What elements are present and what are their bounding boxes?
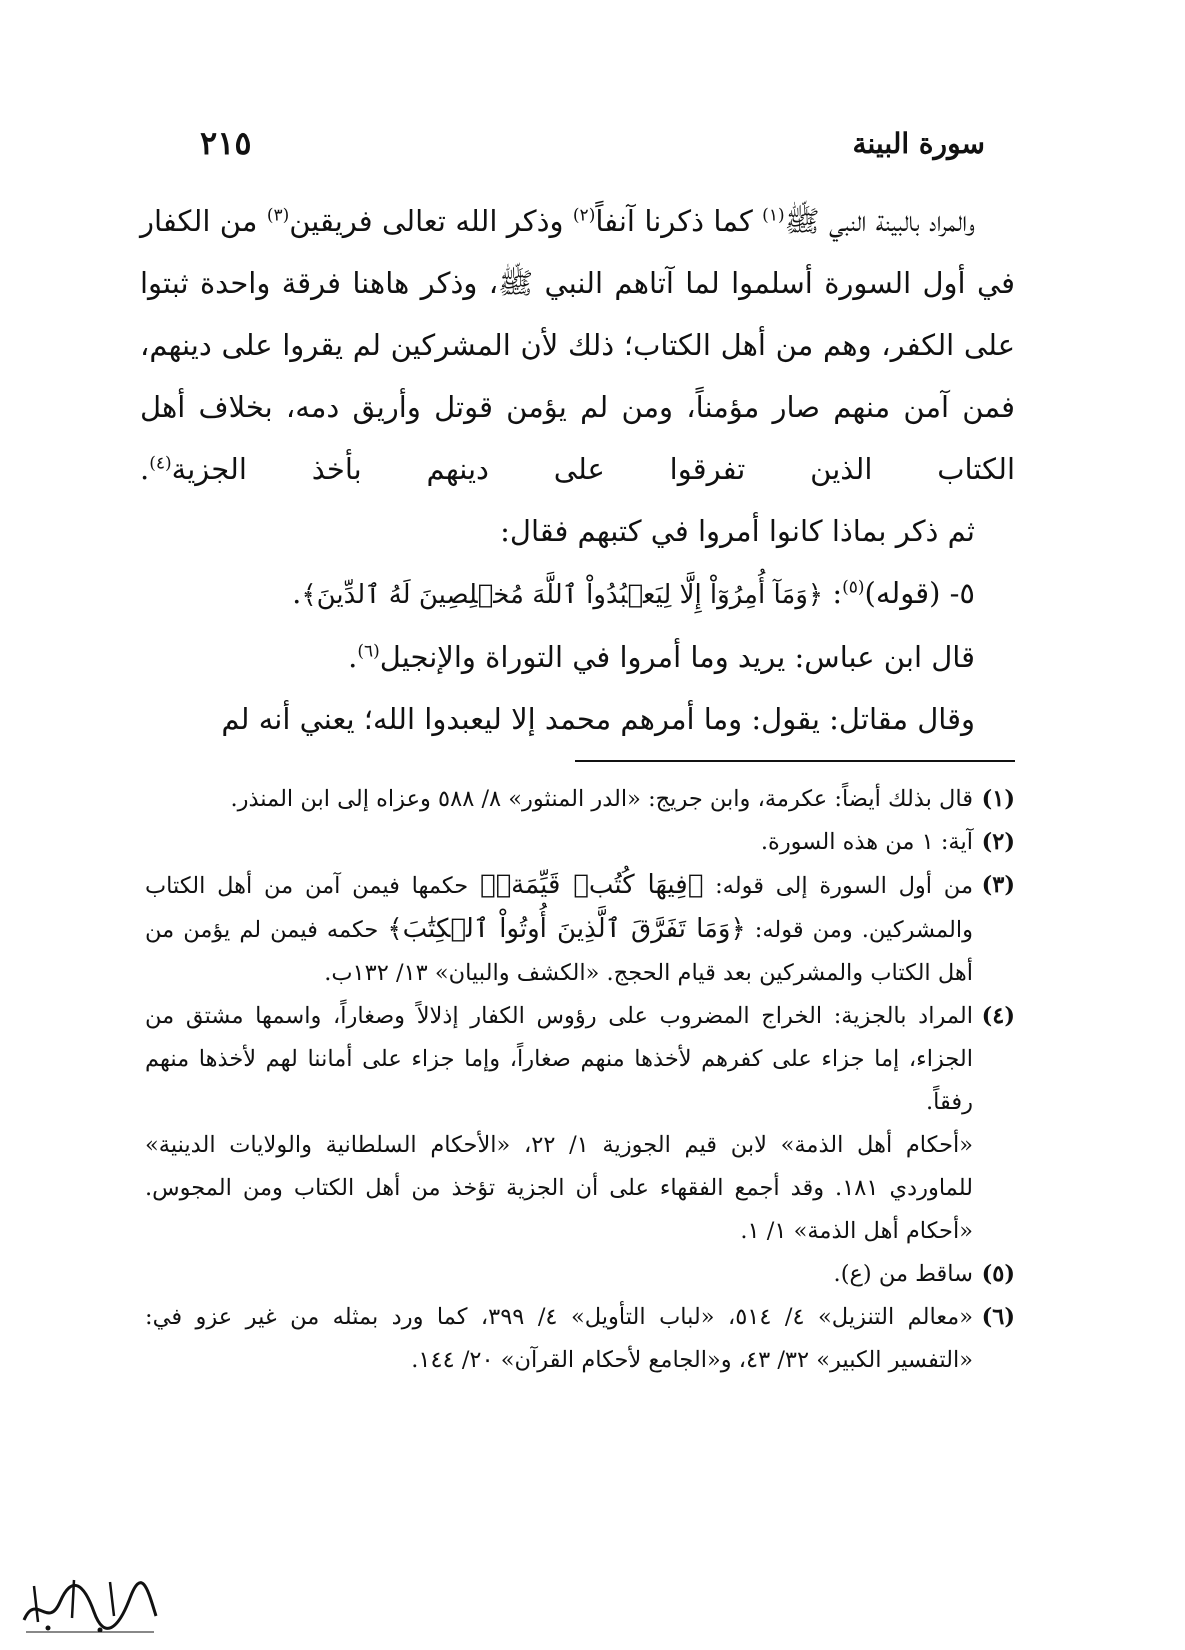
page-number: ٢١٥ [200, 124, 252, 162]
footnote-text [145, 864, 973, 995]
footnote-number: (٦) [981, 1304, 1015, 1330]
footnote-4-continuation: «أحكام أهل الذمة» لابن قيم الجوزية ١/ ٢٢، «الأحكام السلطانية والولايات الدينية» للماوردي ١٨١. وقد أجمع الفقهاء على أن الجزية تؤخذ من أهل الكتاب ومن المجوس. «أحكام أهل الذمة» ١/ ١. [145, 1132, 973, 1244]
main-paragraph-2: ثم ذكر بماذا كانوا أمروا في كتبهم فقال: [500, 514, 975, 548]
footnote-text: «معالم التنزيل» ٤/ ٥١٤، «لباب التأويل» ٤/ ٣٩٩، كما ورد بمثله من غير عزو في: «التفسير الكبير» ٣٢/ ٤٣، و«الجامع لأحكام القرآن» ٢٠/ ١٤٤. [145, 1304, 973, 1373]
main-text-segment: : [823, 576, 843, 610]
footnote-text-segment: حكمها فيمن آمن من أهل الكتاب والمشركين. ومن قوله: [145, 873, 973, 943]
footnote-separator [575, 760, 1015, 762]
footnote-text-segment: من أول السورة إلى قوله: [703, 873, 973, 899]
publisher-logo [14, 1572, 164, 1636]
main-paragraph-4 [140, 626, 1015, 688]
footnote-text-segment: حكمه فيمن لم يؤمن من أهل الكتاب والمشركين بعد قيام الحجج. «الكشف والبيان» ١٣/ ١٣٢ب. [145, 917, 973, 986]
main-text-segment: وذكر الله تعالى فريقين [289, 204, 573, 238]
quran-verse: ﴿وَمَا تَفَرَّقَ ٱلَّذِينَ أُوتُواْ ٱلۡكِتَٰبَ﴾ [387, 914, 746, 944]
footnote-number: (٣) [981, 872, 1015, 898]
footnote-ref-5: (٥) [842, 577, 865, 598]
footnote-text: قال بذلك أيضاً: عكرمة، وابن جريج: «الدر المنثور» ٨/ ٥٨٨ وعزاه إلى ابن المنذر. [230, 786, 973, 812]
footnote-text: ساقط من (ع). [833, 1261, 973, 1287]
footnotes [145, 778, 1015, 1382]
main-text [140, 190, 1015, 750]
footnote-2 [145, 821, 1015, 864]
footnote-1 [145, 778, 1015, 821]
main-text-segment: . [140, 452, 150, 486]
footnote-ref-6: (٦) [357, 641, 380, 662]
footnote-ref-2: (٢) [572, 205, 596, 226]
running-header [200, 118, 985, 168]
quran-verse: ﴿فِيهَا كُتُبٞ قَيِّمَةٞ﴾ [479, 870, 704, 900]
footnote-text: آية: ١ من هذه السورة. [760, 829, 973, 855]
footnote-number: (٢) [981, 829, 1015, 855]
footnote-number: (٤) [981, 1003, 1015, 1029]
surah-title: سورة البينة [852, 126, 985, 160]
main-paragraph-1 [140, 190, 1015, 500]
main-paragraph-3 [140, 562, 1015, 626]
footnote-5 [145, 1253, 1015, 1296]
calligraphy-logo-icon [14, 1572, 164, 1636]
footnote-4 [145, 995, 1015, 1124]
quran-verse: ﴿وَمَآ أُمِرُوٓاْ إِلَّا لِيَعۡبُدُواْ ٱللَّهَ مُخۡلِصِينَ لَهُ ٱلدِّينَ﴾ [301, 580, 824, 610]
footnote-ref-4: (٤) [149, 453, 172, 474]
main-text-segment: قال ابن عباس: يريد وما أمروا في التوراة والإنجيل [379, 640, 975, 674]
footnote-ref-1: (١) [762, 205, 785, 226]
main-text-segment: كما ذكرنا آنفاً [595, 204, 763, 238]
footnote-6 [145, 1296, 1015, 1382]
footnote-text: المراد بالجزية: الخراج المضروب على رؤوس الكفار إذلالاً وصغاراً، واسمها مشتق من الجزاء، إما جزاء على كفرهم لأخذها منهم صغاراً، وإما جزاء على أماننا لهم لأخذها منهم رفقاً. [145, 1003, 973, 1115]
main-text-segment: . [292, 576, 302, 610]
verse-number: ٥- (قوله) [864, 576, 975, 610]
main-paragraph-5: وقال مقاتل: يقول: وما أمرهم محمد إلا ليعبدوا الله؛ يعني أنه لم [221, 702, 975, 736]
main-text-segment: . [348, 640, 358, 674]
main-text-segment: من الكفار في أول السورة أسلموا لما آتاهم النبي ﷺ، وذكر هاهنا فرقة واحدة ثبتوا على الكفر، وهم من أهل الكتاب؛ ذلك لأن المشركين لم يقروا على دينهم، فمن آمن منهم صار مؤمناً، ومن لم يؤمن قوتل وأريق دمه، بخلاف أهل الكتاب الذين تفرقوا على دينهم بأخذ الجزية [140, 204, 1015, 486]
footnote-number: (٥) [981, 1261, 1015, 1287]
footnote-ref-3: (٣) [266, 205, 290, 226]
footnote-number: (١) [981, 786, 1015, 812]
footnote-3 [145, 864, 1015, 995]
main-text-segment: والمراد بالبينة النبي ﷺ [784, 204, 975, 238]
